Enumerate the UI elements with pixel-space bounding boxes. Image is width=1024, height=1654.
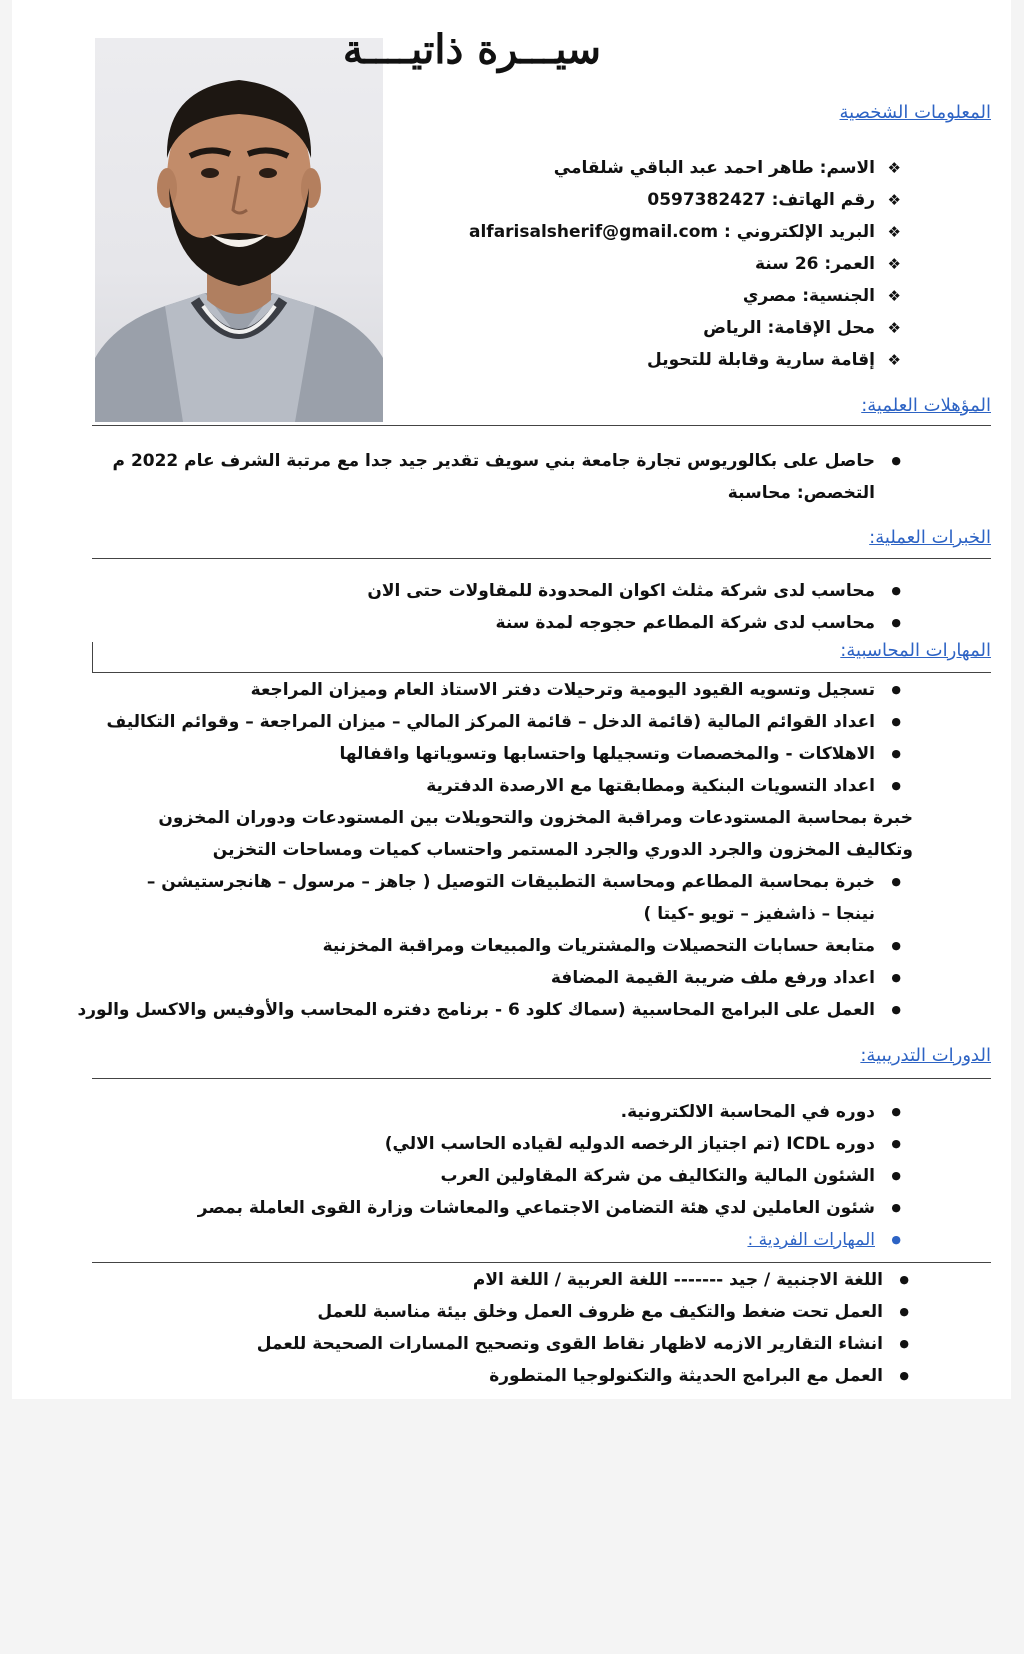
training-item: ● الشئون المالية والتكاليف من شركة المقاولين العرب bbox=[198, 1160, 903, 1192]
personal-skills-list bbox=[257, 1264, 911, 1392]
skills-divider-edge bbox=[92, 642, 93, 672]
info-residence: ❖ محل الإقامة: الرياض bbox=[469, 312, 901, 344]
skill-item: خبرة بمحاسبة المستودعات ومراقبة المخزون والتحويلات بين المستودعات ودوران المخزون وتكاليف المخزون والجرد الدوري والجرد المستمر واحتساب كميات ومساحات التخزين bbox=[158, 808, 913, 860]
cv-page bbox=[12, 0, 1011, 1399]
info-iqama: ❖ إقامة سارية وقابلة للتحويل bbox=[469, 344, 901, 376]
experience-item: ● محاسب لدى شركة المطاعم حجوجه لمدة سنة bbox=[367, 607, 903, 639]
training-divider bbox=[92, 1078, 991, 1079]
skills-divider bbox=[92, 672, 991, 673]
skill-item: ● الاهلاكات - والمخصصات وتسجيلها واحتسابها وتسوياتها واقفالها bbox=[123, 738, 903, 770]
skill-item: ● متابعة حسابات التحصيلات والمشتريات والمبيعات ومراقبة المخزنية bbox=[123, 930, 903, 962]
personal-skills-heading: ● المهارات الفردية : bbox=[198, 1224, 903, 1256]
experience-list bbox=[367, 575, 903, 639]
skill-item: ● اعداد ورفع ملف ضريبة القيمة المضافة bbox=[123, 962, 903, 994]
portrait-image bbox=[95, 38, 383, 422]
skills-heading: المهارات المحاسبية: bbox=[840, 640, 991, 661]
skill-item: ● خبرة بمحاسبة المطاعم ومحاسبة التطبيقات التوصيل ( جاهز – مرسول – هانجرستيشن – نينجا – ذاشفيز – تويو -كيتا ) bbox=[123, 866, 903, 930]
skills-list bbox=[77, 674, 913, 1026]
skill-item: ● اعداد التسويات البنكية ومطابقتها مع الارصدة الدفترية bbox=[123, 770, 903, 802]
personal-skill-item: ● انشاء التقارير الازمه لاظهار نقاط القوى وتصحيح المسارات الصحيحة للعمل bbox=[257, 1328, 911, 1360]
info-name: ❖ الاسم: طاهر احمد عبد الباقي شلقامي bbox=[469, 152, 901, 184]
education-divider bbox=[92, 425, 991, 426]
info-email: ❖ البريد الإلكتروني : alfarisalsherif@gmail.com bbox=[469, 216, 901, 248]
training-list bbox=[198, 1096, 903, 1256]
experience-heading: الخبرات العملية: bbox=[869, 527, 991, 548]
personal-skills-divider bbox=[92, 1262, 991, 1263]
info-nationality: ❖ الجنسية: مصري bbox=[469, 280, 901, 312]
personal-info-heading: المعلومات الشخصية bbox=[839, 102, 991, 123]
education-major: التخصص: محاسبة bbox=[727, 483, 875, 503]
training-item: ● شئون العاملين لدي هئة التضامن الاجتماعي والمعاشات وزارة القوى العاملة بمصر bbox=[198, 1192, 903, 1224]
education-degree: ● حاصل على بكالوريوس تجارة جامعة بني سويف تقدير جيد جدا مع مرتبة الشرف عام 2022 م bbox=[113, 445, 903, 477]
experience-divider bbox=[92, 558, 991, 559]
personal-skill-item: ● اللغة الاجنبية / جيد ------- اللغة العربية / اللغة الام bbox=[257, 1264, 911, 1296]
skill-item: ● تسجيل وتسويه القيود اليومية وترحيلات دفتر الاستاذ العام وميزان المراجعة bbox=[123, 674, 903, 706]
personal-skill-item: ● العمل مع البرامج الحديثة والتكنولوجيا المتطورة bbox=[257, 1360, 911, 1392]
experience-item: ● محاسب لدى شركة مثلث اكوان المحدودة للمقاولات حتى الان bbox=[367, 575, 903, 607]
education-heading: المؤهلات العلمية: bbox=[861, 395, 991, 416]
info-phone: ❖ رقم الهاتف: 0597382427 bbox=[469, 184, 901, 216]
personal-skill-item: ● العمل تحت ضغط والتكيف مع ظروف العمل وخلق بيئة مناسبة للعمل bbox=[257, 1296, 911, 1328]
profile-photo bbox=[95, 38, 383, 422]
training-heading: الدورات التدريبية: bbox=[860, 1045, 991, 1066]
page-title: سيـــرة ذاتيــــة bbox=[342, 26, 601, 73]
training-item: ● دوره ICDL (تم اجتياز الرخصه الدوليه لقياده الحاسب الالي) bbox=[198, 1128, 903, 1160]
personal-info-list bbox=[469, 152, 901, 376]
info-age: ❖ العمر: 26 سنة bbox=[469, 248, 901, 280]
skill-item: ● اعداد القوائم المالية (قائمة الدخل – قائمة المركز المالي – ميزان المراجعة – وقوائم التكاليف bbox=[123, 706, 903, 738]
education-list bbox=[113, 445, 903, 509]
training-item: ● دوره في المحاسبة الالكترونية. bbox=[198, 1096, 903, 1128]
skill-item: ● العمل على البرامج المحاسبية (سماك كلود 6 - برنامج دفتره المحاسب والأوفيس والاكسل والورد bbox=[123, 994, 903, 1026]
